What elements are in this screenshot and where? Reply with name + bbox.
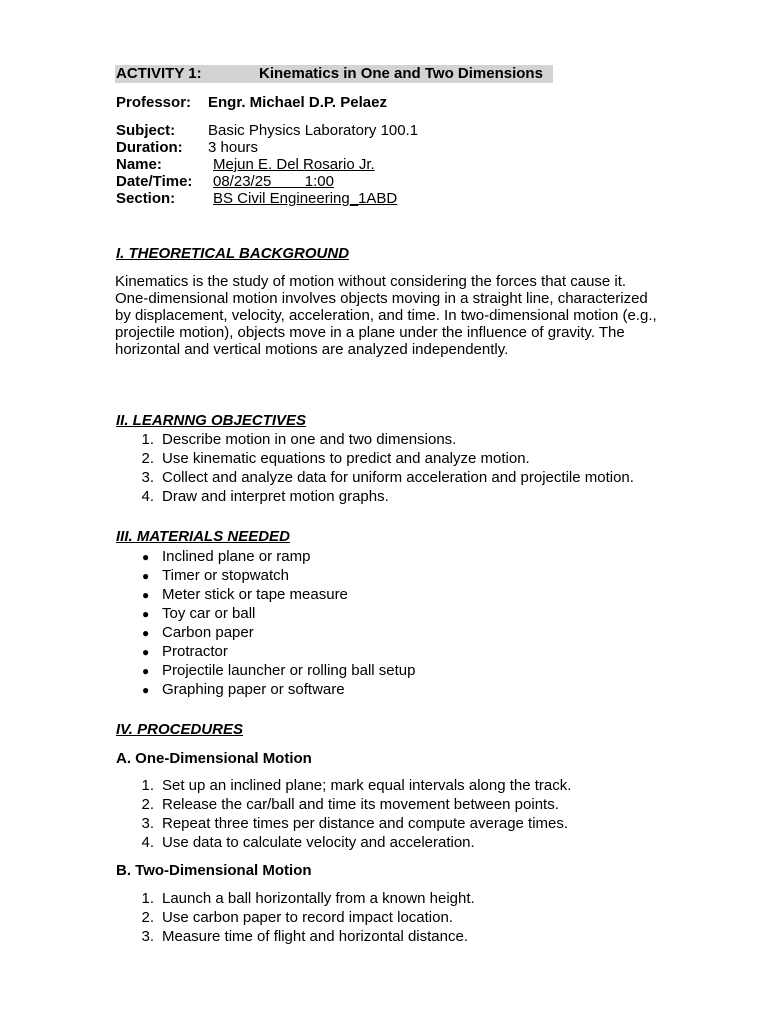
bullet-icon: ● [142,588,150,602]
list-number: 4. [141,834,154,851]
list-item [0,605,768,624]
list-item [0,450,768,469]
professor-label: Professor: [116,94,192,111]
name-value: Mejun E. Del Rosario Jr. [213,156,375,173]
list-item-text: Inclined plane or ramp [162,548,311,565]
bullet-icon: ● [142,607,150,621]
list-item-text: Graphing paper or software [162,681,345,698]
subheading-one-dimensional: A. One-Dimensional Motion [116,750,312,767]
list-item-text: Use data to calculate velocity and acceleration. [162,834,475,851]
subheading-two-dimensional: B. Two-Dimensional Motion [116,862,312,879]
name-label: Name: [116,156,162,173]
list-item [0,777,768,796]
list-item [0,890,768,909]
list-number: 2. [141,909,154,926]
list-item [0,431,768,450]
list-number: 2. [141,796,154,813]
list-number: 2. [141,450,154,467]
list-number: 3. [141,815,154,832]
list-item-text: Protractor [162,643,228,660]
bullet-icon: ● [142,645,150,659]
professor-name: Engr. Michael D.P. Pelaez [208,94,387,111]
list-item-text: Repeat three times per distance and compute average times. [162,815,569,832]
section-heading-materials: III. MATERIALS NEEDED [116,528,290,545]
list-item [0,548,768,567]
theory-paragraph: Kinematics is the study of motion without considering the forces that cause it. One-dimensional motion involves objects moving in a straight line, characterized by displacement, velocity, acceleration, and time. In two-dimensional motion (e.g., projectile motion), objects move in a plane under the influence of gravity. The horizontal and vertical motions are analyzed independently. [115,273,657,358]
section-heading-procedures: IV. PROCEDURES [116,721,243,738]
list-item-text: Collect and analyze data for uniform acceleration and projectile motion. [162,469,634,486]
list-item [0,469,768,488]
list-item-text: Describe motion in one and two dimensions. [162,431,457,448]
subject-label: Subject: [116,122,176,139]
subject-value: Basic Physics Laboratory 100.1 [208,122,419,139]
bullet-icon: ● [142,626,150,640]
list-item-text: Release the car/ball and time its movement between points. [162,796,559,813]
list-number: 1. [141,890,154,907]
list-number: 3. [141,928,154,945]
list-item [0,834,768,853]
section-value: BS Civil Engineering_1ABD [213,190,398,207]
bullet-icon: ● [142,569,150,583]
list-item [0,643,768,662]
list-item-text: Toy car or ball [162,605,256,622]
list-item-text: Draw and interpret motion graphs. [162,488,389,505]
list-number: 3. [141,469,154,486]
list-item [0,796,768,815]
list-item-text: Timer or stopwatch [162,567,289,584]
list-item [0,567,768,586]
list-item [0,928,768,947]
list-item-text: Use carbon paper to record impact location. [162,909,453,926]
section-heading-theory: I. THEORETICAL BACKGROUND [116,245,350,262]
list-item-text: Meter stick or tape measure [162,586,348,603]
activity-label: ACTIVITY 1: [116,65,202,82]
bullet-icon: ● [142,683,150,697]
bullet-icon: ● [142,664,150,678]
list-item-text: Measure time of flight and horizontal distance. [162,928,468,945]
list-item-text: Projectile launcher or rolling ball setup [162,662,416,679]
activity-title: Kinematics in One and Two Dimensions [259,65,543,82]
list-number: 1. [141,777,154,794]
duration-label: Duration: [116,139,183,156]
list-number: 1. [141,431,154,448]
section-heading-objectives: II. LEARNNG OBJECTIVES [116,412,307,429]
list-item [0,624,768,643]
list-item [0,488,768,507]
list-item-text: Carbon paper [162,624,254,641]
list-item [0,586,768,605]
list-number: 4. [141,488,154,505]
datetime-value: 08/23/25 1:00 [213,173,334,190]
datetime-label: Date/Time: [116,173,193,190]
section-label: Section: [116,190,176,207]
list-item [0,815,768,834]
list-item-text: Set up an inclined plane; mark equal intervals along the track. [162,777,572,794]
list-item-text: Use kinematic equations to predict and analyze motion. [162,450,530,467]
bullet-icon: ● [142,550,150,564]
duration-value: 3 hours [208,139,259,156]
list-item-text: Launch a ball horizontally from a known height. [162,890,475,907]
list-item [0,909,768,928]
list-item [0,662,768,681]
list-item [0,681,768,700]
